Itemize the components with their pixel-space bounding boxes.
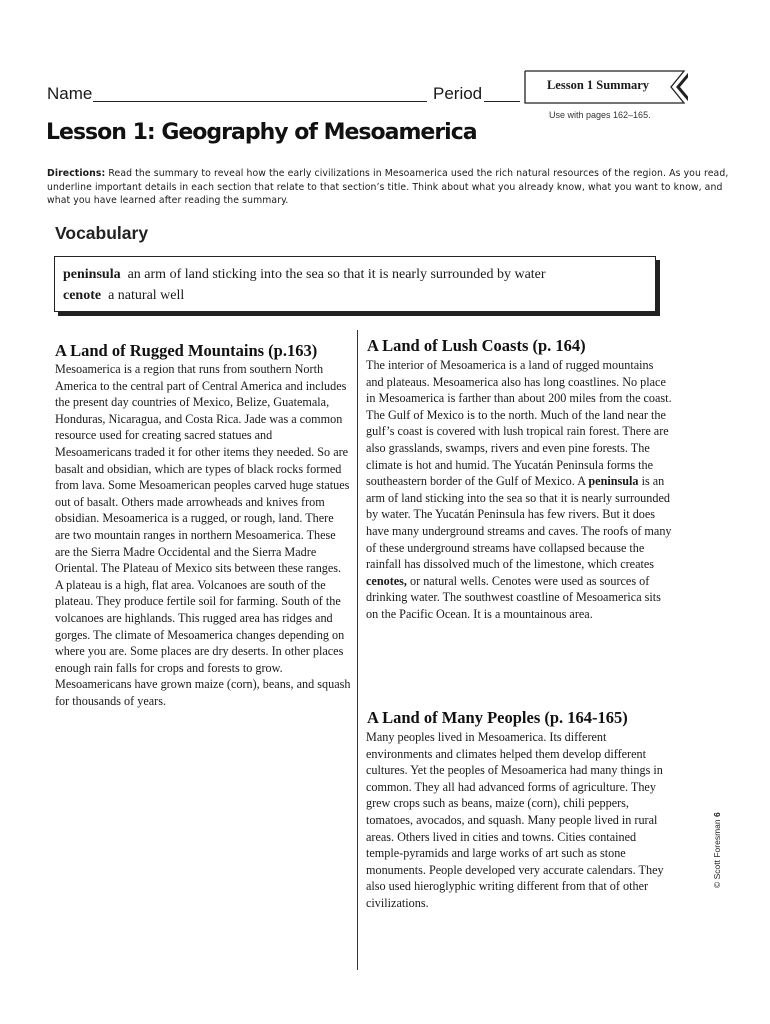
vocab-entry	[63, 288, 184, 304]
period-blank-line[interactable]	[484, 101, 520, 102]
coasts-bold-term: cenotes,	[366, 573, 407, 588]
copyright-text: © Scott Foresman	[712, 819, 722, 888]
name-label: Name	[47, 84, 93, 103]
section-body-peoples: Many peoples lived in Mesoamerica. Its different environments and climates helped them develop different cultures. Yet the peoples of Mesoamerica had many things in common. They all had advanced forms of agriculture. They grew crops such as beans, maize (corn), chili peppers, tomatoes, avocados, and squash. Many people lived in rural areas. Others lived in cities and towns. Cities contained temple-pyramids and large works of art such as stone monuments. People developed very accurate calendars. They also used hieroglyphic writing different from that of other civilizations.	[366, 730, 664, 910]
section-heading-mountains: A Land of Rugged Mountains (p.163)	[55, 341, 318, 360]
summary-tab-label: Lesson 1 Summary	[546, 78, 650, 92]
vocabulary-heading: Vocabulary	[55, 223, 149, 243]
directions	[47, 167, 737, 208]
section-heading-peoples: A Land of Many Peoples (p. 164-165)	[367, 708, 628, 727]
section-body-coasts	[366, 357, 672, 623]
coasts-bold-term: peninsula	[588, 474, 639, 489]
directions-label: Directions:	[47, 168, 106, 179]
directions-text: Read the summary to reveal how the early civilizations in Mesoamerica used the rich natural resources of the region. As you read, underline important details in each section that relate to that section’s title. Think about what you already know, what you want to know, and what you have learned after reading the summary.	[47, 168, 729, 206]
vocab-term: cenote	[63, 288, 102, 303]
vocabulary-box	[54, 256, 656, 312]
coasts-text-part: is an arm of land sticking into the sea so that it is nearly surrounded by water. The Yucatán Peninsula has few rivers. But it does have many underground streams and caves. The roofs of many of these underground streams have collapsed because the rainfall has dissolved much of the limestone, which creates	[366, 474, 672, 572]
name-blank-line[interactable]	[93, 101, 427, 102]
column-divider	[357, 330, 358, 970]
copyright-footer	[712, 812, 722, 888]
page-title: Lesson 1: Geography of Mesoamerica	[46, 120, 477, 145]
vocab-entry	[63, 267, 546, 283]
coasts-text-part: The interior of Mesoamerica is a land of rugged mountains and plateaus. Mesoamerica also has long coastlines. No place in Mesoamerica is farther than about 200 miles from the coast. The Gulf of Mexico is to the north. Much of the land near the gulf’s coast is covered with lush tropical rain forest. There are also grasslands, swamps, rivers and even pine forests. The climate is hot and humid. The Yucatán Peninsula forms the southeastern border of the Gulf of Mexico. A	[366, 358, 672, 489]
section-body-mountains: Mesoamerica is a region that runs from southern North America to the central part of Central America and includes the present day countries of Mexico, Belize, Guatemala, Honduras, Nicaragua, and Costa Rica. Jade was a common resource used for creating sacred statues and Mesoamericans traded it for other items they needed. So are basalt and obsidian, which are types of black rocks formed from lava. Some Mesoamerican peoples carved huge statues out of basalt. Others made arrowheads and knives from obsidian. Mesoamerica is a rugged, or rough, land. There are two mountain ranges in northern Mesoamerica. These are the Sierra Madre Occidental and the Sierra Madre Oriental. The Plateau of Mexico sits between these ranges. A plateau is a high, flat area. Volcanoes are south of the plateau. They produce fertile soil for farming. South of the volcanoes are highlands. This rugged area has ridges and gorges. The climate of Mesoamerica changes depending on where you are. Some places are dry deserts. In other places enough rain falls for crops and forests to grow. Mesoamericans have grown maize (corn), beans, and squash for thousands of years.	[55, 362, 351, 708]
vocab-definition: a natural well	[108, 288, 185, 303]
vocab-term: peninsula	[63, 267, 121, 282]
coasts-text-part: or natural wells. Cenotes were used as sources of drinking water. The southwest coastline of Mesoamerica sits on the Pacific Ocean. It is a mountainous area.	[366, 573, 661, 621]
pages-note: Use with pages 162–165.	[549, 110, 651, 120]
lesson-summary-tab	[524, 70, 688, 104]
period-label: Period	[433, 84, 483, 103]
vocab-definition: an arm of land sticking into the sea so that it is nearly surrounded by water	[127, 267, 546, 282]
page-number: 6	[712, 812, 722, 817]
section-heading-coasts: A Land of Lush Coasts (p. 164)	[367, 336, 586, 355]
